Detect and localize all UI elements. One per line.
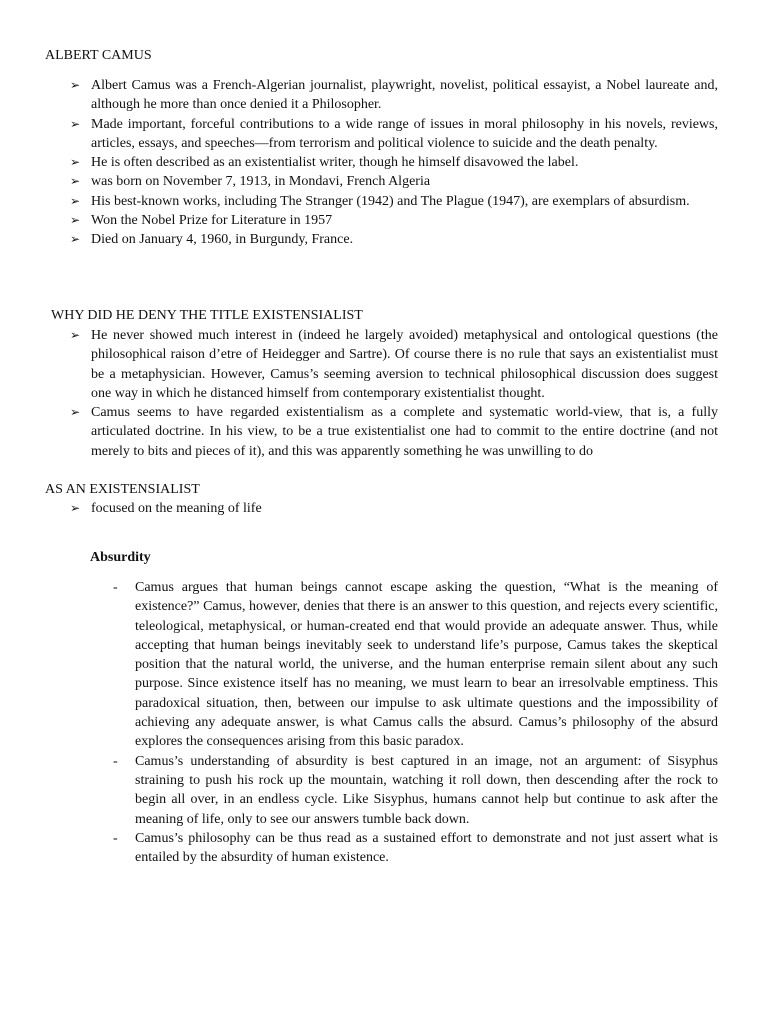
arrow-bullet-icon: ➢ bbox=[70, 328, 81, 342]
dash-bullet-icon: - bbox=[113, 753, 118, 769]
list-item: - Camus’s understanding of absurdity is best captured in an image, not an argument: of Sisyphus straining to push his rock up the mountain, watching it roll down, then descending after the rock to begin all over, in an endless cycle. Like Sisyphus, humans cannot help but continue to ask after the meaning of life, only to see our answers tumble back down. bbox=[113, 753, 718, 827]
bullet-list-as-existentialist bbox=[70, 499, 718, 518]
list-item: ➢ He never showed much interest in (indeed he largely avoided) metaphysical and ontological questions (the philosophical raison d’etre of Heidegger and Sartre). Of course there is no rule that says an existentialist must be a metaphysician. However, Camus’s seeming aversion to technical philosophical discussion does suggest one way in which he distanced himself from contemporary existentialist thought. bbox=[70, 328, 718, 401]
section-heading-as-existentialist: AS AN EXISTENSIALIST bbox=[45, 482, 200, 497]
dash-bullet-icon: - bbox=[113, 830, 118, 846]
list-item: ➢ was born on November 7, 1913, in Mondavi, French Algeria bbox=[70, 172, 718, 191]
list-item: ➢ Albert Camus was a French-Algerian journalist, playwright, novelist, political essayist, a Nobel laureate and, although he more than once denied it a Philosopher. bbox=[70, 78, 718, 113]
list-item: ➢ Camus seems to have regarded existentialism as a complete and systematic world-view, that is, a fully articulated doctrine. In his view, to be a true existentialist one had to commit to the entire doctrine (and not merely to bits and pieces of it), and this was apparently something he was unwilling to do bbox=[70, 405, 718, 459]
list-item: ➢ focused on the meaning of life bbox=[70, 499, 718, 518]
arrow-bullet-icon: ➢ bbox=[70, 405, 81, 420]
arrow-bullet-icon: ➢ bbox=[70, 155, 81, 170]
list-item: ➢ His best-known works, including The Stranger (1942) and The Plague (1947), are exemplars of absurdism. bbox=[70, 192, 718, 211]
arrow-bullet-icon: ➢ bbox=[70, 213, 81, 228]
arrow-bullet-icon: ➢ bbox=[70, 232, 81, 247]
bullet-list-why-deny bbox=[70, 326, 718, 461]
arrow-bullet-icon: ➢ bbox=[70, 501, 81, 515]
dash-list-absurdity bbox=[113, 578, 718, 867]
arrow-bullet-icon: ➢ bbox=[70, 116, 81, 131]
bullet-list-biography bbox=[70, 76, 718, 250]
list-item: ➢ Died on January 4, 1960, in Burgundy, France. bbox=[70, 230, 718, 249]
section-heading-albert-camus: ALBERT CAMUS bbox=[45, 48, 152, 63]
arrow-bullet-icon: ➢ bbox=[70, 78, 81, 92]
list-item: ➢ Won the Nobel Prize for Literature in 1957 bbox=[70, 211, 718, 230]
section-heading-why-deny: WHY DID HE DENY THE TITLE EXISTENSIALIST bbox=[51, 308, 363, 323]
dash-bullet-icon: - bbox=[113, 580, 118, 595]
list-item: - Camus’s philosophy can be thus read as a sustained effort to demonstrate and not just assert what is entailed by the absurdity of human existence. bbox=[113, 830, 718, 866]
subheading-absurdity: Absurdity bbox=[90, 550, 151, 565]
list-item: ➢ He is often described as an existentialist writer, though he himself disavowed the label. bbox=[70, 153, 718, 172]
arrow-bullet-icon: ➢ bbox=[70, 174, 81, 189]
list-item: - Camus argues that human beings cannot escape asking the question, “What is the meaning of existence?” Camus, however, denies that there is an answer to this question, and rejects every scientific, teleological, metaphysical, or human-created end that would provide an adequate answer. Thus, while accepting that human beings inevitably seek to understand life’s purpose, Camus takes the skeptical position that the natural world, the universe, and the human enterprise remain silent about any such purpose. Since existence itself has no meaning, we must learn to bear an irresolvable emptiness. This paradoxical situation, then, between our impulse to ask ultimate questions and the impossibility of achieving any adequate answer, is what Camus calls the absurd. Camus’s philosophy of the absurd explores the consequences arising from this basic paradox. bbox=[113, 580, 718, 750]
arrow-bullet-icon: ➢ bbox=[70, 193, 81, 208]
list-item: ➢ Made important, forceful contributions to a wide range of issues in moral philosophy in his novels, reviews, articles, essays, and speeches—from terrorism and political violence to suicide and the death penalty. bbox=[70, 116, 718, 151]
